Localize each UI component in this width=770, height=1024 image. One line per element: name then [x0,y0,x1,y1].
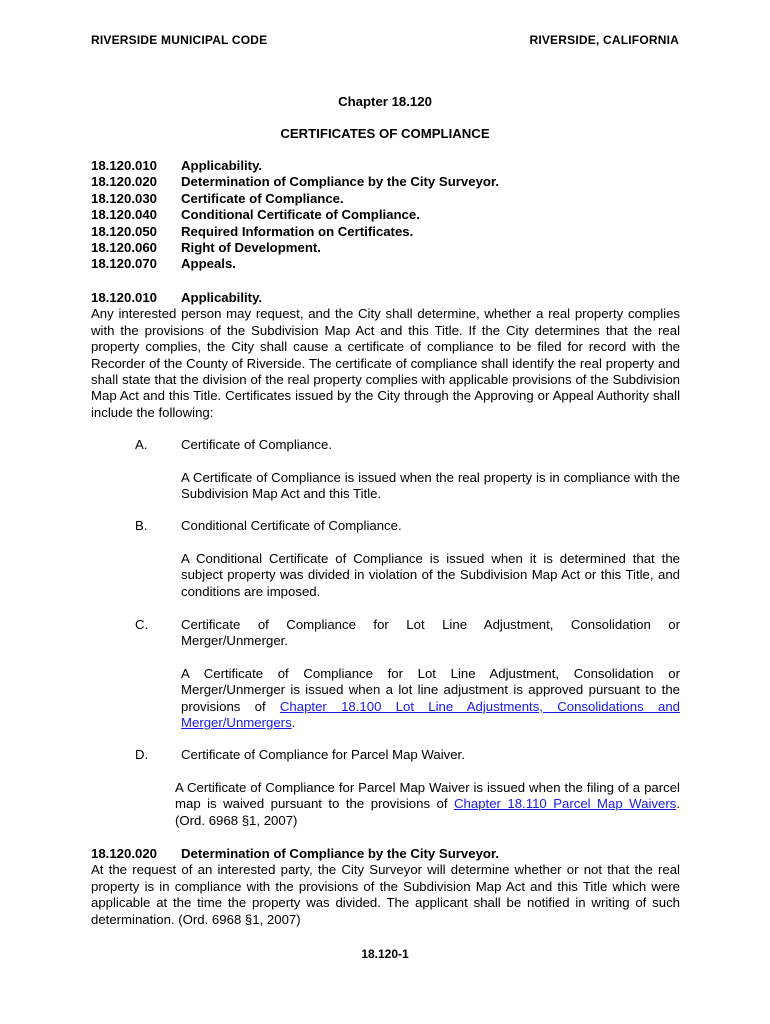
toc-entry [91,158,499,174]
desc-text: . (Ord. 6968 §1, 2007) [175,796,680,828]
item-a-description: A Certificate of Compliance is issued when the real property is in compliance with the Subdivision Map Act and this Title. [181,470,680,502]
toc-label: Conditional Certificate of Compliance. [181,207,420,223]
page-number: 18.120-1 [361,947,409,961]
toc-label: Determination of Compliance by the City Surveyor. [181,174,500,190]
table-of-contents [91,158,499,273]
item-d [91,747,680,763]
toc-number: 18.120.050 [91,223,158,239]
chapter-18-100-link[interactable]: Chapter 18.100 Lot Line Adjustments, Consolidations and Merger/Unmergers [181,698,680,731]
section-title: Applicability. [181,290,263,305]
item-c-description [181,666,680,732]
toc-label: Appeals. [181,256,236,272]
toc-label: Required Information on Certificates. [181,223,414,239]
toc-label: Right of Development. [181,240,321,256]
toc-number: 18.120.030 [91,190,158,206]
toc-entry [91,207,499,223]
toc-entry [91,174,499,190]
item-title: Certificate of Compliance for Parcel Map Waiver. [181,747,465,762]
item-a [91,437,680,453]
chapter-number: Chapter 18.120 [338,94,432,109]
section-body: Any interested person may request, and the City shall determine, whether a real property complies with the provisions of the Subdivision Map Act and this Title. If the City determines that the real property complies, the City shall cause a certificate of compliance to be filed for record with the Recorder of the County of Riverside. The certificate of compliance shall identify the real property and shall state that the division of the real property complies with applicable provisions of the Subdivision Map Act and this Title. Certificates issued by the City through the Approving or Appeal Authority shall include the following: [91,306,680,420]
chapter-18-110-link[interactable]: Chapter 18.110 Parcel Map Waivers [454,796,677,812]
item-d-description [175,780,680,829]
toc-number: 18.120.070 [91,256,158,272]
header-location: RIVERSIDE, CALIFORNIA [529,33,679,47]
toc-entry [91,240,499,256]
toc-entry [91,191,499,207]
desc-text: . [291,715,296,731]
section-heading [91,290,680,306]
toc-entry [91,256,499,272]
section-body: At the request of an interested party, the City Surveyor will determine whether or not that the real property is in compliance with the provisions of the Subdivision Map Act and this Title which were applicable at the time the property was divided. The applicant shall be notified in writing of such determination. (Ord. 6968 §1, 2007) [91,862,680,927]
desc-text: A Certificate of Compliance for Parcel Map Waiver is issued when the filing of a parcel map is waived pursuant to the provisions of [175,780,680,812]
toc-number: 18.120.040 [91,207,158,223]
section-number: 18.120.020 [91,846,158,861]
header-code-title: RIVERSIDE MUNICIPAL CODE [91,33,268,47]
section-heading [91,846,680,862]
section-020 [91,846,680,928]
item-b-description: A Conditional Certificate of Compliance is issued when it is determined that the subject property was divided in violation of the Subdivision Map Act or this Title, and conditions are imposed. [181,551,680,599]
item-letter: C. [135,617,149,632]
toc-entry [91,224,499,240]
item-title: Certificate of Compliance for Lot Line Adjustment, Consolidation or Merger/Unmerger. [181,617,680,649]
item-c [91,617,680,650]
item-title: Conditional Certificate of Compliance. [181,518,402,533]
toc-number: 18.120.010 [91,158,158,173]
item-letter: A. [135,437,148,452]
toc-label: Certificate of Compliance. [181,190,344,206]
toc-label: Applicability. [181,158,263,173]
item-letter: D. [135,747,149,762]
section-010 [91,290,680,421]
section-title: Determination of Compliance by the City Surveyor. [181,846,500,861]
item-title: Certificate of Compliance. [181,437,332,452]
section-number: 18.120.010 [91,290,158,305]
toc-number: 18.120.020 [91,174,158,190]
desc-text: A Certificate of Compliance for Lot Line Adjustment, Consolidation or Merger/Unmerger is issued when a lot line adjustment is approved pursuant to the provisions of [181,666,680,714]
item-b [91,518,680,534]
chapter-title: CERTIFICATES OF COMPLIANCE [280,126,490,141]
item-letter: B. [135,518,148,533]
toc-number: 18.120.060 [91,240,158,256]
